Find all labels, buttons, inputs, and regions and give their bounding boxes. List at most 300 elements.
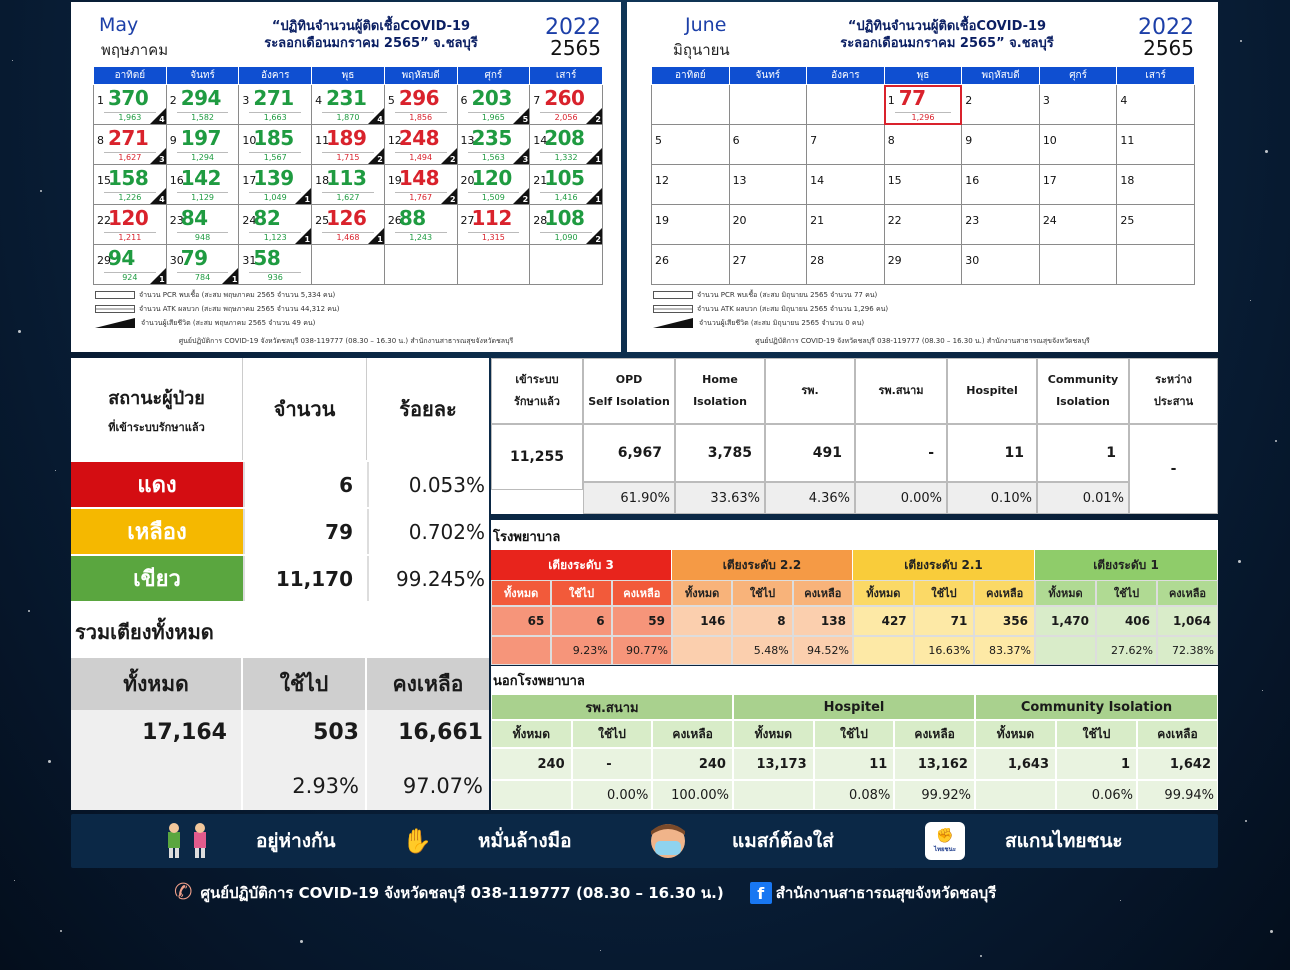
weekday-header: จันทร์ xyxy=(166,67,239,85)
bed-remain-pct: 83.37% xyxy=(974,636,1035,665)
day-number: 1 xyxy=(887,94,895,107)
weekday-header: พุธ xyxy=(312,67,385,85)
day-number: 28 xyxy=(810,254,825,267)
thaichana-icon-text: ไทยชนะ xyxy=(934,846,956,853)
status-header-label xyxy=(71,358,243,460)
day-cell xyxy=(166,125,239,165)
day-cell xyxy=(457,85,530,125)
day-number: 3 xyxy=(242,94,250,107)
star xyxy=(14,880,15,881)
day-cell xyxy=(807,85,885,125)
bed-remain-value: 356 xyxy=(974,606,1035,636)
day-cell xyxy=(239,205,312,245)
atk-count: 1,627 xyxy=(322,192,374,202)
atk-count: 1,243 xyxy=(395,232,447,242)
outside-title: นอกโรงพยาบาล xyxy=(493,674,585,689)
day-cell xyxy=(530,125,603,165)
atk-count: 1,582 xyxy=(177,112,229,122)
day-number: 24 xyxy=(242,214,257,227)
day-number: 9 xyxy=(169,134,177,147)
pcr-count: 58 xyxy=(253,246,281,270)
day-number: 31 xyxy=(242,254,257,267)
death-count: 2 xyxy=(522,195,529,204)
bed-remain-pct: 72.38% xyxy=(1157,636,1218,665)
bed-total-value: 1,470 xyxy=(1035,606,1096,636)
death-count: 3 xyxy=(159,155,165,164)
atk-count: 1,965 xyxy=(468,112,520,122)
day-cell xyxy=(729,85,807,125)
hospital-title: โรงพยาบาล xyxy=(493,530,561,545)
campaign-thaichana-label: สแกนไทยชนะ xyxy=(1005,830,1123,852)
day-cell xyxy=(962,85,1040,125)
day-cell xyxy=(1117,125,1195,165)
day-number: 15 xyxy=(97,174,111,187)
day-cell xyxy=(807,205,885,245)
outside-group-title: Hospitel xyxy=(733,694,975,720)
day-cell xyxy=(807,125,885,165)
day-cell xyxy=(312,125,385,165)
weekday-header: พฤหัสบดี xyxy=(384,67,457,85)
outside-remain-value: 240 xyxy=(652,748,733,780)
day-number: 22 xyxy=(97,214,111,227)
bed-remain-pct: 90.77% xyxy=(612,636,672,665)
death-count: 1 xyxy=(377,235,383,244)
star xyxy=(600,950,601,951)
day-number: 7 xyxy=(810,134,818,147)
system-value: 11 xyxy=(947,424,1037,482)
title-line-1: “ปฏิทินจำนวนผู้ติดเชื้อCOVID-19 xyxy=(847,19,1047,34)
outside-col-label: ใช้ไป xyxy=(572,720,653,748)
month-name-en: May xyxy=(99,14,139,36)
day-number: 29 xyxy=(887,254,902,267)
day-cell xyxy=(884,85,962,125)
outside-pct-blank xyxy=(975,780,1056,810)
outside-group-title: รพ.สนาม xyxy=(491,694,733,720)
pcr-count: 208 xyxy=(544,126,585,150)
day-number: 22 xyxy=(887,214,902,227)
day-cell xyxy=(652,205,730,245)
pcr-count: 94 xyxy=(108,246,135,270)
pcr-count: 108 xyxy=(544,206,585,230)
outside-total-value: 1,643 xyxy=(975,748,1056,780)
outside-used-value: 1 xyxy=(1056,748,1137,780)
day-number: 7 xyxy=(533,94,541,107)
day-number: 12 xyxy=(655,174,669,187)
status-label: แดง xyxy=(71,462,243,507)
beds-used-value: 503 xyxy=(313,720,359,745)
day-cell xyxy=(1039,245,1117,285)
system-header-cell xyxy=(583,358,675,424)
day-cell xyxy=(1039,125,1117,165)
day-number: 21 xyxy=(533,174,548,187)
pcr-count: 120 xyxy=(471,166,512,190)
death-count: 4 xyxy=(159,195,165,204)
month-name-th: พฤษภาคม xyxy=(101,41,169,59)
day-number: 5 xyxy=(387,94,395,107)
day-number: 8 xyxy=(887,134,895,147)
atk-count: 1,416 xyxy=(540,192,592,202)
day-cell xyxy=(884,125,962,165)
legend-atk-swatch xyxy=(653,305,693,313)
system-header-label: Community Isolation xyxy=(1047,373,1119,408)
status-header-title: สถานะผู้ป่วย xyxy=(108,387,205,409)
day-number: 11 xyxy=(1120,134,1135,147)
bed-col-label: คงเหลือ xyxy=(793,580,853,606)
pcr-count: 120 xyxy=(108,206,149,230)
calendar-footnote: ศูนย์ปฏิบัติการ COVID-19 จังหวัดชลบุรี 038-119777 (08.30 – 16.30 น.) สำนักงานสาธารณสุขจังหวัดชลบุรี xyxy=(755,337,1090,345)
phone-icon: ✆ xyxy=(174,880,193,905)
weekday-header: ศุกร์ xyxy=(457,67,530,85)
day-number: 23 xyxy=(965,214,980,227)
day-number: 6 xyxy=(732,134,740,147)
star xyxy=(1262,690,1263,691)
outside-group xyxy=(733,694,975,810)
day-number: 30 xyxy=(169,254,184,267)
outside-col-label: ทั้งหมด xyxy=(733,720,814,748)
day-number: 19 xyxy=(387,174,402,187)
star xyxy=(1238,560,1241,563)
day-cell xyxy=(807,165,885,205)
day-cell xyxy=(166,85,239,125)
outside-remain-pct: 99.92% xyxy=(894,780,975,810)
day-number: 1 xyxy=(97,94,104,107)
day-cell xyxy=(312,165,385,205)
death-count: 4 xyxy=(377,115,383,124)
weekday-header: ศุกร์ xyxy=(1039,67,1117,85)
legend-atk-text: จำนวน ATK ผลบวก (สะสม พฤษภาคม 2565 จำนวน 44,312 คน) xyxy=(139,305,340,313)
atk-count: 1,963 xyxy=(104,112,156,122)
system-percent: 0.01% xyxy=(1037,482,1129,514)
day-cell xyxy=(1039,205,1117,245)
week-row xyxy=(652,85,1195,125)
calendar-header xyxy=(71,2,621,66)
day-number: 19 xyxy=(655,214,669,227)
pcr-count: 271 xyxy=(108,126,149,150)
bed-col-label: ทั้งหมด xyxy=(672,580,732,606)
pcr-count: 84 xyxy=(180,206,208,230)
star xyxy=(1275,440,1277,442)
atk-count: 1,123 xyxy=(249,232,301,242)
percent-header: ร้อยละ xyxy=(399,397,457,421)
pcr-count: 158 xyxy=(108,166,149,190)
day-cell xyxy=(384,125,457,165)
day-cell xyxy=(884,245,962,285)
beds-header-remain: คงเหลือ xyxy=(392,671,464,696)
social-distance-icon xyxy=(160,822,216,860)
may-calendar-panel xyxy=(71,2,621,352)
beds-remain-cell xyxy=(367,710,489,810)
day-cell xyxy=(884,205,962,245)
day-cell xyxy=(962,205,1040,245)
death-count: 1 xyxy=(595,155,601,164)
system-header-label: รพ.สนาม xyxy=(878,384,924,397)
year xyxy=(545,15,601,60)
day-cell xyxy=(166,205,239,245)
campaign-mask xyxy=(646,818,834,864)
day-number: 16 xyxy=(169,174,184,187)
week-row xyxy=(94,245,603,285)
treatment-system-panel xyxy=(491,358,1218,514)
atk-count: 1,294 xyxy=(177,152,229,162)
campaign-thaichana xyxy=(925,818,1123,864)
beds-header-total: ทั้งหมด xyxy=(71,658,243,710)
hospital-levels xyxy=(491,550,1218,665)
legend-atk xyxy=(653,302,888,316)
calendar-footnote: ศูนย์ปฏิบัติการ COVID-19 จังหวัดชลบุรี 038-119777 (08.30 – 16.30 น.) สำนักงานสาธารณสุขจังหวัดชลบุรี xyxy=(178,337,514,345)
atk-count: 948 xyxy=(177,232,229,242)
system-header-label: Home Isolation xyxy=(693,373,747,408)
week-row xyxy=(652,125,1195,165)
star xyxy=(1120,900,1121,901)
day-cell xyxy=(884,165,962,205)
atk-count: 1,226 xyxy=(104,192,156,202)
bed-col-label: ใช้ไป xyxy=(1096,580,1157,606)
system-header-cell xyxy=(491,358,583,424)
day-cell xyxy=(384,205,457,245)
outside-col-label: ทั้งหมด xyxy=(975,720,1056,748)
day-cell xyxy=(962,125,1040,165)
day-cell xyxy=(530,85,603,125)
footer-facebook[interactable]: สำนักงานสาธารณสุขจังหวัดชลบุรี xyxy=(775,883,997,902)
patient-status-panel xyxy=(71,358,489,810)
day-number: 17 xyxy=(242,174,257,187)
bed-total-value: 65 xyxy=(491,606,551,636)
star xyxy=(1270,930,1273,933)
death-count: 5 xyxy=(522,115,529,124)
day-cell xyxy=(729,165,807,205)
status-percent: 0.702% xyxy=(367,509,489,554)
bed-col-label: ทั้งหมด xyxy=(853,580,914,606)
outside-groups xyxy=(491,694,1218,810)
day-cell xyxy=(94,245,167,285)
outside-hospital-panel xyxy=(491,666,1218,810)
outside-col-label: ใช้ไป xyxy=(814,720,895,748)
day-number: 10 xyxy=(242,134,257,147)
outside-pct-blank xyxy=(733,780,814,810)
beds-title: รวมเตียงทั้งหมด xyxy=(75,620,214,644)
campaign-mask-label: แมสก์ต้องใส่ xyxy=(732,830,834,852)
pcr-count: 235 xyxy=(471,126,512,150)
day-cell xyxy=(312,205,385,245)
face-mask-svg xyxy=(647,821,689,861)
day-cell xyxy=(652,85,730,125)
star xyxy=(48,760,51,763)
system-header-cell xyxy=(947,358,1037,424)
death-count: 3 xyxy=(522,155,529,164)
legend xyxy=(653,288,888,330)
outside-col-label: ใช้ไป xyxy=(1056,720,1137,748)
legend-atk-text: จำนวน ATK ผลบวก (สะสม มิถุนายน 2565 จำนวน 1,296 คน) xyxy=(697,305,889,313)
pcr-count: 88 xyxy=(398,206,426,230)
day-cell xyxy=(384,165,457,205)
system-percent: 4.36% xyxy=(765,482,855,514)
day-number: 2 xyxy=(169,94,177,107)
handwash-icon: ✋ xyxy=(402,827,432,855)
day-cell xyxy=(530,245,603,285)
day-cell xyxy=(239,125,312,165)
day-number: 20 xyxy=(732,214,747,227)
star xyxy=(28,610,30,612)
pcr-count: 139 xyxy=(253,166,294,190)
footer-hotline: ศูนย์ปฏิบัติการ COVID-19 จังหวัดชลบุรี 038-119777 (08.30 – 16.30 น.) xyxy=(200,883,724,902)
day-number: 27 xyxy=(732,254,747,267)
day-number: 15 xyxy=(887,174,902,187)
legend-death xyxy=(95,316,339,330)
weekday-header: พฤหัสบดี xyxy=(962,67,1040,85)
year-ad: 2022 xyxy=(545,15,601,40)
bed-remain-value: 1,064 xyxy=(1157,606,1218,636)
day-number: 10 xyxy=(1042,134,1057,147)
bed-level-title: เตียงระดับ 2.1 xyxy=(853,550,1035,580)
atk-count: 1,090 xyxy=(540,232,592,242)
system-header-row xyxy=(491,358,1218,424)
pcr-count: 148 xyxy=(398,166,440,190)
hospital-panel xyxy=(491,520,1218,665)
day-cell xyxy=(962,245,1040,285)
pcr-count: 113 xyxy=(326,166,367,190)
day-cell xyxy=(166,245,239,285)
system-header-cell xyxy=(855,358,947,424)
day-cell xyxy=(457,245,530,285)
beds-remain-value: 16,661 xyxy=(398,720,483,745)
star xyxy=(60,930,62,932)
legend-death-text: จำนวนผู้เสียชีวิต (สะสม พฤษภาคม 2565 จำนวน 49 คน) xyxy=(141,319,316,327)
bed-used-pct: 16.63% xyxy=(914,636,975,665)
day-cell xyxy=(239,85,312,125)
day-cell xyxy=(652,165,730,205)
day-number: 3 xyxy=(1042,94,1050,107)
facebook-icon[interactable]: f xyxy=(750,882,772,904)
campaign-distance xyxy=(160,818,336,864)
day-cell xyxy=(1039,85,1117,125)
day-cell xyxy=(94,165,167,205)
bed-col-label: ทั้งหมด xyxy=(491,580,551,606)
star xyxy=(40,190,42,192)
star xyxy=(980,955,982,957)
day-cell xyxy=(312,85,385,125)
legend-death-swatch xyxy=(95,318,135,328)
pcr-count: 296 xyxy=(398,86,440,110)
bed-remain-value: 138 xyxy=(793,606,853,636)
day-cell xyxy=(94,85,167,125)
bed-pct-blank xyxy=(853,636,914,665)
day-number: 21 xyxy=(810,214,825,227)
day-number: 24 xyxy=(1042,214,1057,227)
day-cell xyxy=(457,125,530,165)
outside-used-value: - xyxy=(572,748,653,780)
system-total: 11,255 xyxy=(491,424,583,490)
beds-values-row xyxy=(71,710,489,810)
day-number: 18 xyxy=(1120,174,1135,187)
atk-count: 1,468 xyxy=(322,232,374,242)
day-number: 2 xyxy=(965,94,973,107)
week-row xyxy=(94,165,603,205)
weekday-header: อาทิตย์ xyxy=(652,67,730,85)
bed-total-value: 427 xyxy=(853,606,914,636)
system-value: 3,785 xyxy=(675,424,765,482)
day-cell xyxy=(94,125,167,165)
system-header-label: เข้าระบบ รักษาแล้ว xyxy=(513,373,560,408)
legend-pcr-text: จำนวน PCR พบเชื้อ (สะสม พฤษภาคม 2565 จำนวน 5,334 คน) xyxy=(139,291,336,299)
status-label: เขียว xyxy=(71,556,243,601)
day-number: 8 xyxy=(97,134,104,147)
bed-level-group xyxy=(672,550,853,665)
star xyxy=(300,940,303,943)
day-number: 11 xyxy=(315,134,330,147)
atk-count: 1,509 xyxy=(468,192,520,202)
atk-count: 1,563 xyxy=(468,152,520,162)
bed-used-value: 8 xyxy=(732,606,792,636)
atk-count: 924 xyxy=(104,272,156,282)
weekday-row xyxy=(652,67,1195,85)
pcr-count: 82 xyxy=(253,206,281,230)
weekday-header: เสาร์ xyxy=(1117,67,1195,85)
atk-count: 936 xyxy=(249,272,301,282)
beds-remain-pct: 97.07% xyxy=(402,774,483,798)
beds-used-pct: 2.93% xyxy=(292,774,359,798)
legend xyxy=(95,288,339,330)
outside-remain-pct: 99.94% xyxy=(1137,780,1218,810)
day-cell xyxy=(457,205,530,245)
beds-header-used: ใช้ไป xyxy=(243,658,367,710)
atk-count: 1,567 xyxy=(249,152,301,162)
day-cell xyxy=(1117,85,1195,125)
star xyxy=(1240,40,1242,42)
title-line-2: ระลอกเดือนมกราคม 2565” จ.ชลบุรี xyxy=(264,36,478,51)
day-cell xyxy=(729,245,807,285)
june-calendar-grid xyxy=(651,66,1195,285)
day-number: 14 xyxy=(810,174,825,187)
system-header-label: รพ. xyxy=(801,384,819,397)
legend-pcr-swatch xyxy=(653,291,693,299)
day-number: 13 xyxy=(732,174,747,187)
bed-pct-blank xyxy=(672,636,732,665)
system-value: 491 xyxy=(765,424,855,482)
month-name-th: มิถุนายน xyxy=(673,41,730,59)
bed-used-value: 6 xyxy=(551,606,611,636)
system-percent: 0.10% xyxy=(947,482,1037,514)
outside-used-pct: 0.06% xyxy=(1056,780,1137,810)
outside-group xyxy=(975,694,1218,810)
beds-total-value: 17,164 xyxy=(142,720,227,745)
status-header-row xyxy=(71,358,489,460)
death-count: 1 xyxy=(304,235,311,244)
mask-face-icon xyxy=(646,822,690,860)
week-row xyxy=(652,165,1195,205)
death-count: 1 xyxy=(231,275,238,284)
pcr-count: 197 xyxy=(180,126,221,150)
week-row xyxy=(94,85,603,125)
day-number: 12 xyxy=(387,134,402,147)
weekday-header: พุธ xyxy=(884,67,962,85)
death-count: 2 xyxy=(377,155,383,164)
system-percent: 33.63% xyxy=(675,482,765,514)
pcr-count: 203 xyxy=(471,86,512,110)
status-row xyxy=(71,509,489,554)
atk-count: 1,663 xyxy=(249,112,301,122)
system-percent: 0.00% xyxy=(855,482,947,514)
pcr-count: 142 xyxy=(180,166,221,190)
pcr-count: 271 xyxy=(253,86,294,110)
system-header-label: OPD Self Isolation xyxy=(588,373,670,408)
day-number: 23 xyxy=(169,214,184,227)
title-line-1: “ปฏิทินจำนวนผู้ติดเชื้อCOVID-19 xyxy=(271,19,471,34)
system-values-area xyxy=(491,424,1218,514)
death-count: 1 xyxy=(159,275,165,284)
day-cell xyxy=(1117,205,1195,245)
star xyxy=(1245,820,1247,822)
day-cell xyxy=(94,205,167,245)
